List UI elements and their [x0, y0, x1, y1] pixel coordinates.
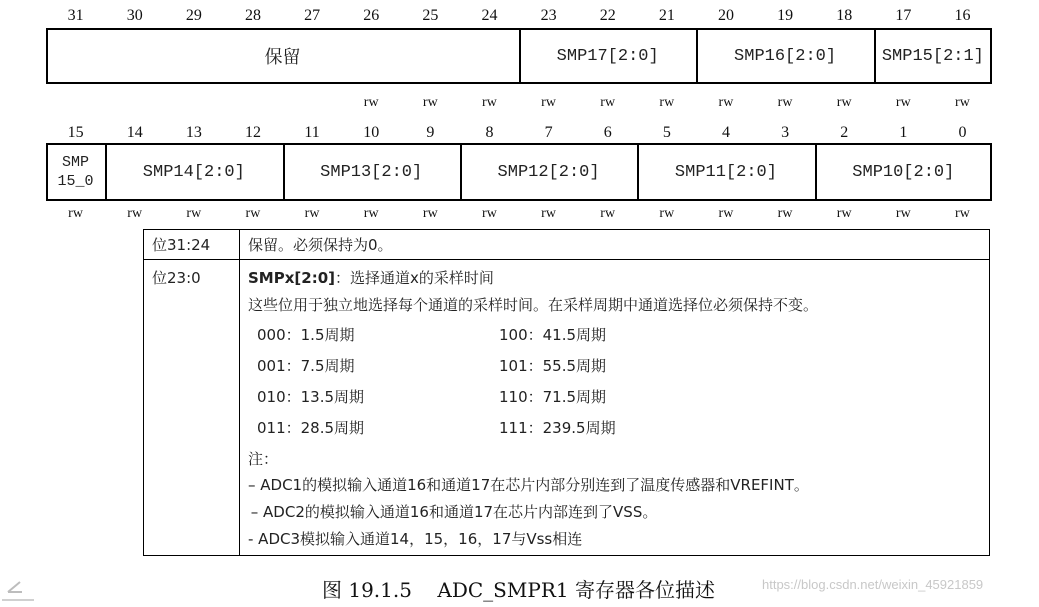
table-top-border [143, 229, 990, 230]
low-bit-6: 9 [426, 124, 435, 141]
low-access-4: rw [304, 206, 320, 221]
field-4 [637, 143, 814, 201]
table-row-divider [143, 259, 990, 260]
note-adc3: - ADC3模拟输入通道14，15，16，17与Vss相连 [248, 530, 583, 548]
table-left-border [143, 229, 144, 556]
field-label: SMP16[2:0] [734, 46, 837, 66]
high-bit-10: 21 [658, 7, 675, 24]
high-access-12: rw [777, 95, 793, 110]
field-label: SMP13[2:0] [320, 162, 423, 182]
low-bit-5: 10 [363, 124, 380, 141]
field-label-line1: SMP [62, 154, 90, 171]
row2-title [248, 268, 494, 288]
high-access-8: rw [541, 95, 556, 110]
option-111: 111：239.5周期 [499, 419, 616, 437]
option-101: 101：55.5周期 [499, 357, 607, 375]
field-label: SMP12[2:0] [497, 162, 600, 182]
low-access-1: rw [127, 206, 143, 221]
low-access-9: rw [600, 206, 616, 221]
low-access-8: rw [541, 206, 556, 221]
watermark: https://blog.csdn.net/weixin_45921859 [762, 577, 984, 592]
low-bit-13: 2 [840, 124, 849, 141]
low-bit-7: 8 [485, 124, 494, 141]
low-bit-14: 1 [899, 124, 908, 141]
high-bit-9: 22 [599, 7, 616, 24]
high-access-13: rw [836, 95, 852, 110]
low-access-0: rw [68, 206, 83, 221]
field-2 [283, 143, 460, 201]
low-bit-3: 12 [244, 124, 261, 141]
high-access-6: rw [422, 95, 438, 110]
row2-title-text: ：选择通道x的采样时间 [334, 269, 494, 287]
field-label: SMP14[2:0] [142, 162, 245, 182]
field-label: SMP10[2:0] [852, 162, 955, 182]
field-label-line2: 15_0 [57, 173, 94, 190]
field-1 [105, 143, 282, 201]
high-access-10: rw [659, 95, 675, 110]
low-access-7: rw [482, 206, 497, 221]
row1-bits: 位31:24 [152, 236, 211, 254]
field-2 [696, 28, 873, 84]
field-label: SMP15[2:1] [881, 46, 984, 66]
low-bit-12: 3 [781, 124, 790, 141]
table-right-border [989, 229, 990, 556]
low-bit-1: 14 [126, 124, 143, 141]
table-column-divider [239, 229, 240, 556]
low-bit-0: 15 [67, 124, 84, 141]
low-bit-11: 4 [721, 124, 730, 141]
note-adc2: – ADC2的模拟输入通道16和通道17在芯片内部连到了VSS。 [246, 503, 658, 521]
high-bit-15: 16 [954, 7, 971, 24]
low-access-5: rw [363, 206, 379, 221]
low-access-11: rw [718, 206, 734, 221]
low-bit-2: 13 [185, 124, 202, 141]
low-bit-8: 7 [544, 124, 553, 141]
field-5 [815, 143, 992, 201]
low-access-6: rw [422, 206, 438, 221]
low-access-2: rw [186, 206, 202, 221]
row2-bits: 位23:0 [152, 269, 201, 287]
field-1 [519, 28, 696, 84]
high-bit-4: 27 [304, 7, 321, 24]
high-access-15: rw [955, 95, 970, 110]
table-bottom-border [143, 555, 990, 556]
note-label: 注： [248, 450, 279, 468]
high-bit-7: 24 [481, 7, 498, 24]
field-0 [46, 28, 519, 84]
high-bit-1: 30 [126, 7, 143, 24]
high-bit-13: 18 [836, 7, 853, 24]
high-bit-14: 17 [895, 7, 912, 24]
low-bit-10: 5 [662, 124, 671, 141]
low-access-12: rw [777, 206, 793, 221]
high-bit-0: 31 [67, 7, 84, 24]
row2-title-field: SMPx[2:0] [248, 269, 335, 287]
high-bit-2: 29 [185, 7, 202, 24]
low-bit-9: 6 [603, 124, 612, 141]
field-label: SMP11[2:0] [674, 162, 777, 182]
high-access-11: rw [718, 95, 734, 110]
low-access-15: rw [955, 206, 970, 221]
option-010: 010：13.5周期 [257, 388, 365, 406]
high-bit-12: 19 [777, 7, 794, 24]
option-001: 001：7.5周期 [257, 357, 355, 375]
row2-intro: 这些位用于独立地选择每个通道的采样时间。在采样周期中通道选择位必须保持不变。 [248, 296, 819, 314]
high-bit-8: 23 [540, 7, 557, 24]
field-label: SMP17[2:0] [556, 46, 659, 66]
high-bit-6: 25 [422, 7, 439, 24]
field-3 [874, 28, 992, 84]
low-bit-4: 11 [304, 124, 320, 141]
low-bit-15: 0 [958, 124, 967, 141]
low-access-14: rw [895, 206, 911, 221]
note-adc1: – ADC1的模拟输入通道16和通道17在芯片内部分别连到了温度传感器和VREFINT。 [248, 476, 809, 494]
low-access-13: rw [836, 206, 852, 221]
high-bit-11: 20 [717, 7, 734, 24]
field-3 [460, 143, 637, 201]
row1-text: 保留。必须保持为0。 [248, 236, 393, 254]
high-bit-3: 28 [244, 7, 261, 24]
field-label: 保留 [264, 47, 301, 68]
high-access-5: rw [363, 95, 379, 110]
option-011: 011：28.5周期 [257, 419, 365, 437]
field-smp15-0 [46, 143, 105, 201]
high-access-9: rw [600, 95, 616, 110]
back-arrow-icon[interactable] [0, 578, 36, 602]
high-bit-5: 26 [363, 7, 380, 24]
high-access-7: rw [482, 95, 497, 110]
low-access-10: rw [659, 206, 675, 221]
option-110: 110：71.5周期 [499, 388, 607, 406]
option-000: 000：1.5周期 [257, 326, 355, 344]
high-access-14: rw [895, 95, 911, 110]
low-access-3: rw [245, 206, 261, 221]
option-100: 100：41.5周期 [499, 326, 607, 344]
figure-caption: 图 19.1.5 ADC_SMPR1 寄存器各位描述 [322, 578, 715, 602]
